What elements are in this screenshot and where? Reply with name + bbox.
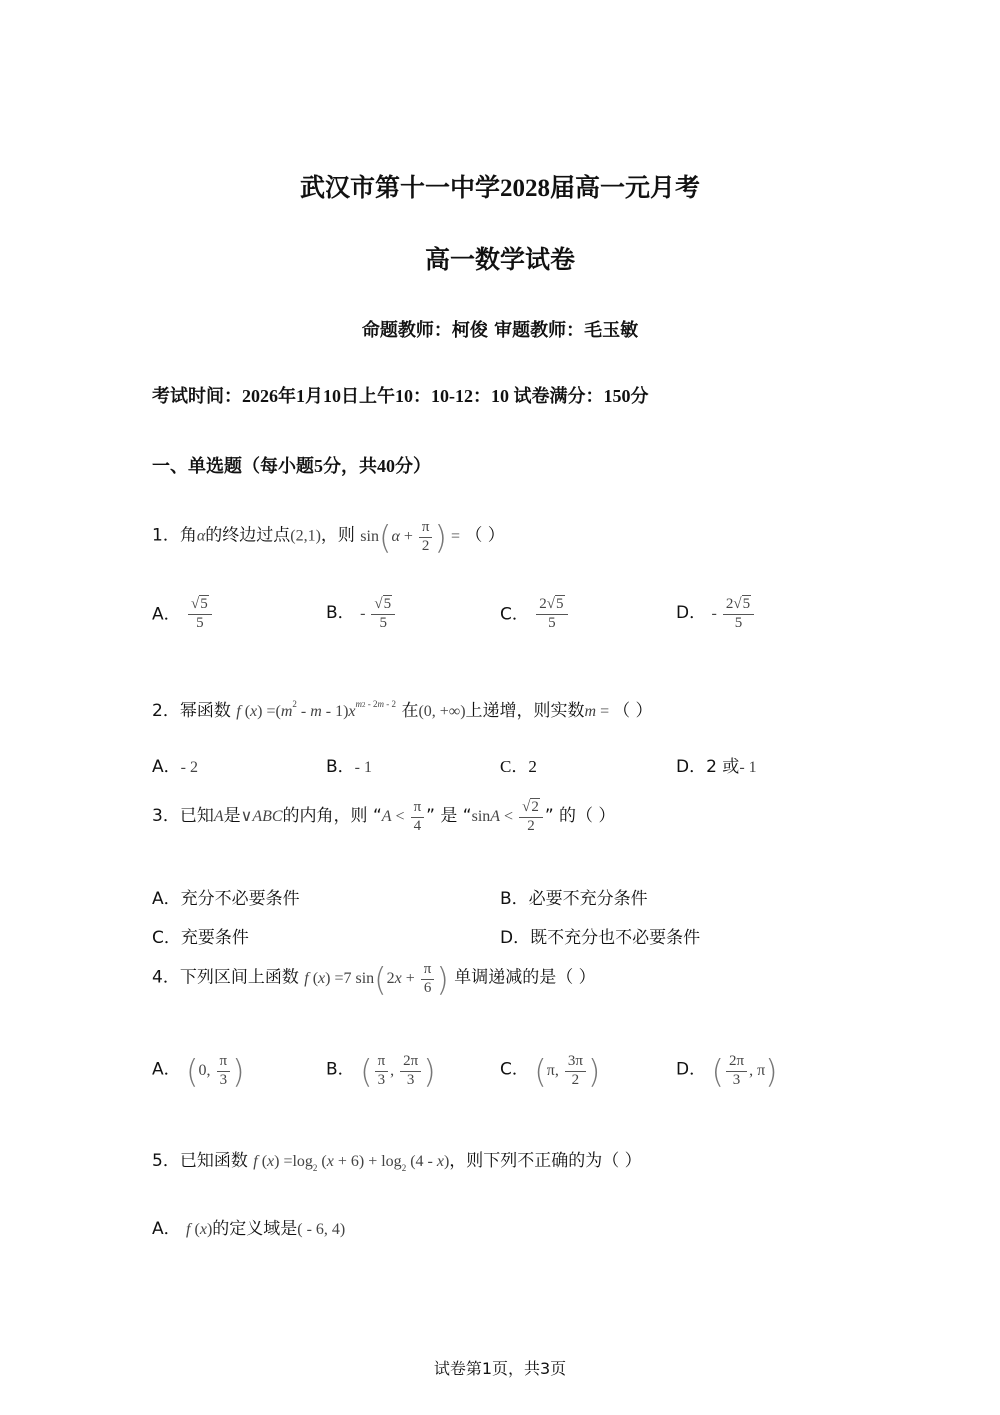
option-label: D． bbox=[676, 602, 707, 623]
option-label: C． bbox=[500, 604, 529, 625]
option-value: 2 bbox=[528, 757, 537, 776]
section-heading: 一、单选题（每小题5分，共40分） bbox=[152, 456, 431, 476]
option-value: - 1 bbox=[354, 759, 372, 776]
math-point: (2,1) bbox=[290, 527, 321, 545]
math-interval: (0, $\frac{\pi}{3}$ ) bbox=[186, 1052, 245, 1090]
q5-option-a bbox=[152, 1214, 345, 1239]
q3-text-2: 是 bbox=[223, 805, 241, 826]
option-label: D． bbox=[676, 1059, 707, 1080]
exam-title: 武汉市第十一中学2028届高一元月考 bbox=[299, 175, 700, 202]
q3-text-3: 的内角，则 bbox=[282, 805, 368, 826]
math-interval: ( $\frac{\pi}{3}$ , $\frac{2\pi}{3}$ ) bbox=[360, 1052, 436, 1090]
q2-option-b bbox=[326, 752, 372, 777]
authors-line: 命题教师：柯俊 审题教师：毛玉敏 bbox=[361, 320, 639, 341]
q2-text-2: 在 bbox=[401, 701, 419, 721]
q4-option-c bbox=[500, 1052, 600, 1090]
question-4 bbox=[152, 960, 596, 998]
option-label: C． bbox=[500, 1059, 529, 1080]
math-fraction: $\frac{√5}{5}$ bbox=[188, 597, 212, 632]
q4-option-b bbox=[326, 1052, 436, 1090]
question-number: 2． bbox=[152, 701, 180, 721]
option-label: D．2 或 bbox=[676, 757, 740, 777]
math-interval: (π, $\frac{3\pi}{2}$ ) bbox=[534, 1052, 601, 1090]
math-sin-expression: sin(α + $\frac{\pi}{2}$ ) = bbox=[360, 518, 460, 556]
q4-option-d bbox=[676, 1052, 778, 1090]
q1-option-c bbox=[500, 597, 570, 632]
math-m: m bbox=[584, 703, 597, 720]
math-condition-1: A < $\frac{\pi}{4}$ bbox=[382, 808, 426, 825]
q5-text-2: ，则下列不正确的为（ ） bbox=[449, 1151, 642, 1171]
q4-text-1: 下列区间上函数 bbox=[179, 967, 299, 988]
math-alpha: α bbox=[196, 527, 206, 545]
q1-option-a bbox=[152, 597, 214, 632]
q3-text-1: 已知 bbox=[179, 805, 214, 826]
question-number: 1． bbox=[152, 525, 180, 546]
question-3 bbox=[152, 800, 615, 835]
math-sine-function: f (x) =7 sin(2x + $\frac{\pi}{6}$ ) bbox=[304, 960, 449, 998]
option-label: A． bbox=[152, 1059, 181, 1080]
question-number: 3． bbox=[152, 805, 180, 826]
q2-text-1: 幂函数 bbox=[179, 701, 231, 721]
option-label: B． bbox=[326, 602, 355, 623]
option-label: A． bbox=[152, 757, 181, 777]
answer-blank: （ ） bbox=[613, 701, 653, 721]
q3-text-4: 是 bbox=[440, 805, 458, 826]
question-2: 2．幂函数 f $(x) =(m^2 - m - 1)x^{m2 - 2m - 2}$ 在(0, +∞)上递增，则实数m = （ ） bbox=[152, 699, 653, 721]
q2-text-3: 上递增，则实数 bbox=[465, 701, 585, 721]
question-number: 4． bbox=[152, 967, 180, 988]
q1-text-3: ，则 bbox=[320, 525, 355, 546]
math-log-function: f $(x) =\log_2$ $(x + 6) + \log_2 (4 - x)$ bbox=[253, 1153, 450, 1173]
answer-blank: （ ） bbox=[465, 525, 505, 546]
q3-option-d: D．既不充分也不必要条件 bbox=[500, 928, 701, 948]
page-footer: 试卷第1页，共3页 bbox=[433, 1359, 567, 1378]
q2-option-d bbox=[676, 752, 757, 777]
exam-info: 考试时间：2026年1月10日上午10：10-12：10 试卷满分：150分 bbox=[152, 386, 649, 406]
q4-option-a bbox=[152, 1052, 245, 1090]
option-value: - 2 bbox=[180, 759, 198, 776]
q1-option-b bbox=[326, 597, 397, 632]
math-A: A bbox=[213, 807, 224, 825]
option-label: A． bbox=[152, 604, 181, 625]
q3-option-b: B．必要不充分条件 bbox=[500, 889, 648, 909]
paper-subtitle: 高一数学试卷 bbox=[424, 245, 575, 274]
q3-option-c: C．充要条件 bbox=[152, 928, 249, 948]
math-f-x: f (x) bbox=[186, 1221, 213, 1238]
question-5 bbox=[152, 1146, 642, 1173]
math-triangle: ∨ABC bbox=[240, 807, 283, 825]
math-minus-fraction: - $\frac{2√5}{5}$ bbox=[712, 605, 757, 622]
option-label: B． bbox=[326, 1059, 355, 1080]
option-label: C． bbox=[500, 757, 529, 776]
q2-option-c bbox=[500, 752, 537, 777]
option-text: 的定义域是 bbox=[212, 1219, 298, 1239]
option-value: - 1 bbox=[739, 759, 757, 776]
math-minus-fraction: - $\frac{√5}{5}$ bbox=[360, 605, 397, 622]
question-number: 5． bbox=[152, 1151, 180, 1171]
q3-option-a: A．充分不必要条件 bbox=[152, 889, 300, 909]
q5-text-1: 已知函数 bbox=[179, 1151, 248, 1171]
math-condition-2: sinA < $\frac{√2}{2}$ bbox=[472, 808, 545, 825]
q1-text-2: 的终边过点 bbox=[205, 525, 291, 546]
open-quote: “ bbox=[372, 805, 382, 826]
q1-text-1: 角 bbox=[179, 525, 197, 546]
math-power-function: f $(x) =(m^2 - m - 1)x^{m2 - 2m - 2}$ bbox=[236, 699, 397, 720]
q1-option-d bbox=[676, 597, 756, 632]
question-1 bbox=[152, 518, 505, 556]
option-label: B． bbox=[326, 757, 355, 777]
close-quote: ” bbox=[426, 805, 435, 826]
q3-text-5: 的（ ） bbox=[559, 805, 616, 826]
option-label: A． bbox=[152, 1219, 181, 1239]
math-domain: ( - 6, 4) bbox=[297, 1221, 346, 1238]
math-interval: (0, +∞) bbox=[418, 703, 466, 720]
q4-text-2: 单调递减的是（ ） bbox=[454, 967, 596, 988]
q2-option-a bbox=[152, 752, 198, 777]
open-quote: “ bbox=[462, 805, 472, 826]
math-interval: ( $\frac{2\pi}{3}$ , π) bbox=[711, 1052, 778, 1090]
math-fraction: $\frac{2√5}{5}$ bbox=[536, 597, 567, 632]
close-quote: ” bbox=[544, 805, 554, 826]
